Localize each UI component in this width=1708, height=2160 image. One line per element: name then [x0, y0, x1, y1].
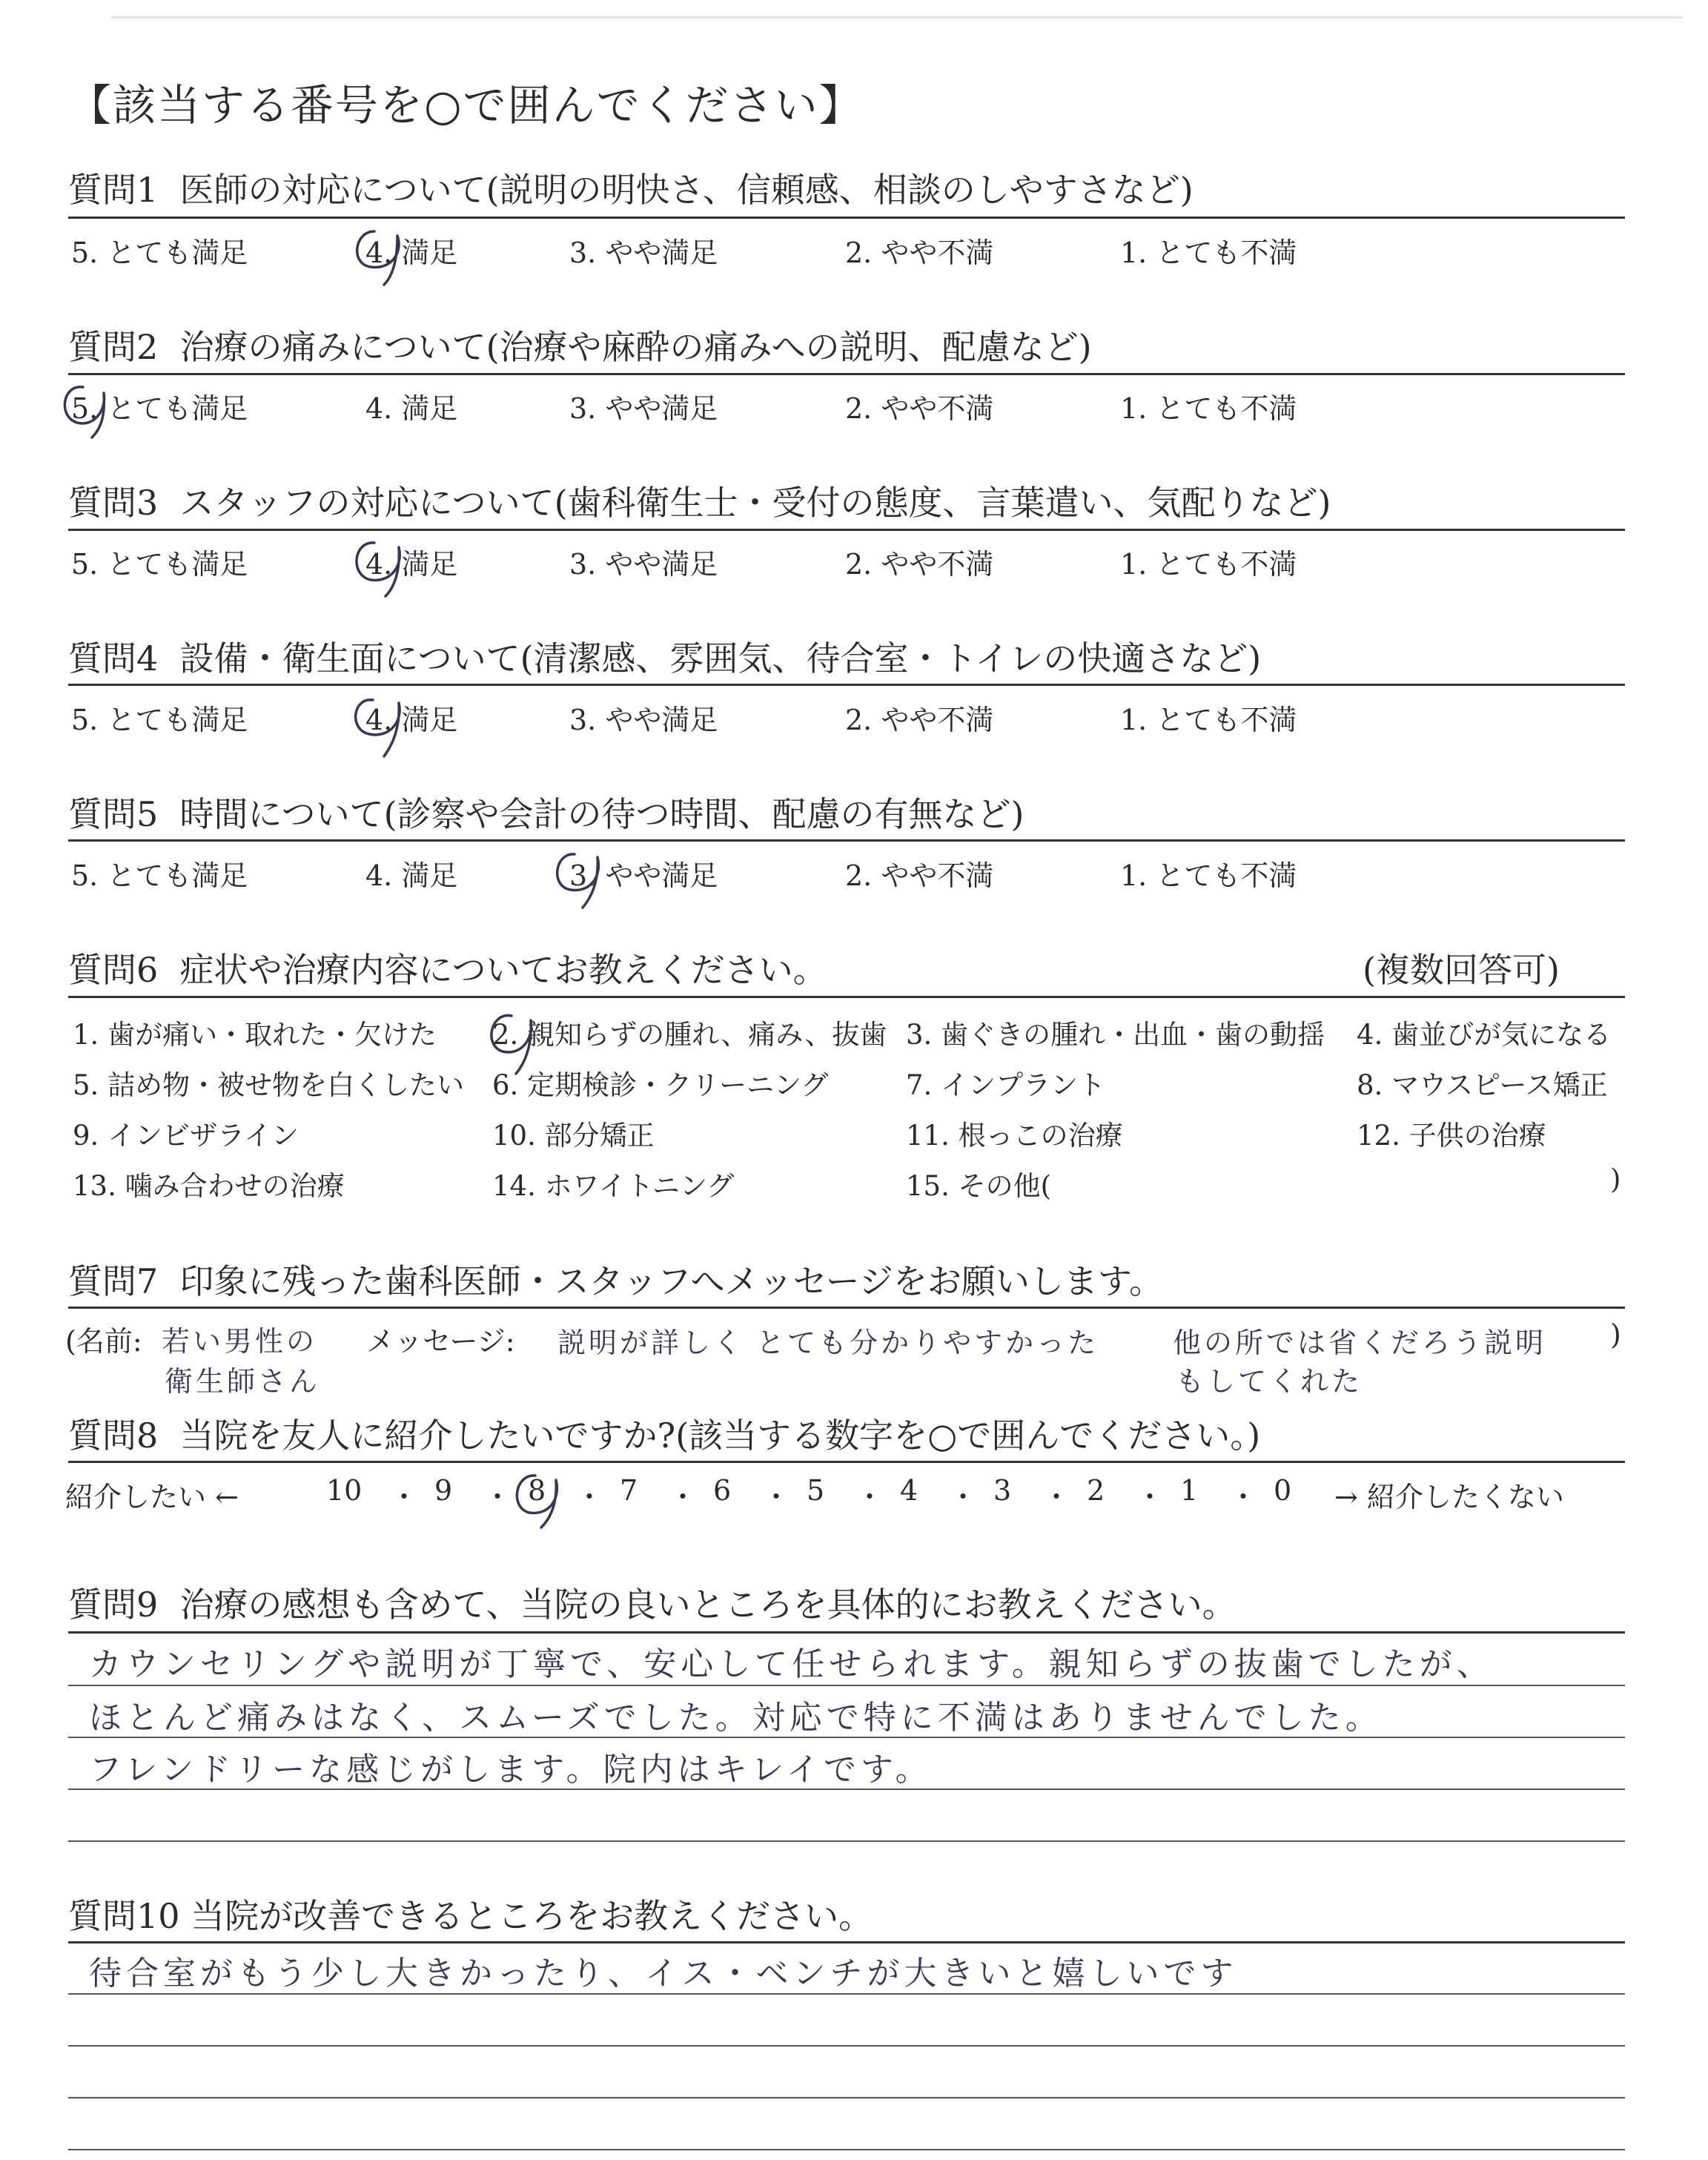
q10-answer-line-1[interactable]: 待合室がもう少し大きかったり、イス・ベンチが大きいと嬉しいです — [89, 1955, 1238, 1992]
q6-option-8[interactable]: 8. マウスピース矯正 — [1357, 1069, 1608, 1101]
q6-text: 症状や治療内容についてお教えください。 — [179, 950, 827, 990]
q8-score-7[interactable]: 7 — [620, 1474, 638, 1507]
q10-text: 当院が改善できるところをお教えください。 — [191, 1896, 873, 1936]
q6-label: 質問6 — [68, 950, 159, 990]
q8-score-5[interactable]: 5 — [807, 1474, 825, 1507]
q6-option-15[interactable]: 15. その他( — [906, 1170, 1052, 1202]
q8-score-2[interactable]: 2 — [1087, 1474, 1105, 1507]
q4-option-2[interactable]: 2. やや不満 — [845, 704, 994, 736]
q6-option-2[interactable]: 2. 親知らずの腫れ、痛み、抜歯 — [492, 1019, 887, 1051]
q2-option-2[interactable]: 2. やや不満 — [845, 392, 994, 425]
q2-label: 質問2 — [68, 327, 159, 367]
q5-option-4[interactable]: 4. 満足 — [365, 859, 458, 892]
q4-label: 質問4 — [68, 638, 159, 678]
q5-option-5[interactable]: 5. とても満足 — [71, 859, 248, 892]
q4-option-5[interactable]: 5. とても満足 — [71, 704, 248, 736]
q6-option-13[interactable]: 13. 噛み合わせの治療 — [73, 1170, 345, 1202]
q4-circle-mark — [356, 700, 400, 756]
q5-label: 質問5 — [68, 794, 159, 834]
q1-option-3[interactable]: 3. やや満足 — [569, 237, 718, 269]
q3-circle-mark — [357, 543, 400, 596]
q5-option-2[interactable]: 2. やや不満 — [845, 859, 994, 892]
q6-option-7[interactable]: 7. インプラント — [906, 1069, 1106, 1101]
q3-option-5[interactable]: 5. とても満足 — [71, 548, 248, 581]
form-title: 【該当する番号を○で囲んでください】 — [68, 80, 864, 131]
q3-label: 質問3 — [68, 483, 159, 523]
q8-dot: ・ — [949, 1481, 978, 1513]
q6-circle-mark — [491, 1015, 532, 1074]
q4-option-3[interactable]: 3. やや満足 — [569, 704, 718, 736]
q2-option-3[interactable]: 3. やや満足 — [569, 392, 718, 425]
q6-option-14[interactable]: 14. ホワイトニング — [492, 1170, 735, 1202]
q7-label: 質問7 — [68, 1261, 159, 1301]
q9-answer-line-1[interactable]: カウンセリングや説明が丁寧で、安心して任せられます。親知らずの抜歯でしたが、 — [89, 1645, 1494, 1683]
q8-dot: ・ — [1042, 1481, 1071, 1513]
q10-label: 質問10 — [68, 1896, 180, 1936]
q4-text: 設備・衛生面について(清潔感、雰囲気、待合室・トイレの快適さなど) — [179, 638, 1262, 678]
q6-option-5[interactable]: 5. 詰め物・被せ物を白くしたい — [73, 1069, 465, 1101]
q7-name-label: (名前: — [65, 1325, 142, 1358]
q7-message-line-1[interactable]: 説明が詳しく とても分かりやすかった — [557, 1327, 1099, 1359]
q3-option-2[interactable]: 2. やや不満 — [845, 548, 994, 581]
q7-message-line-2[interactable]: 他の所では省くだろう説明 — [1173, 1327, 1547, 1359]
q1-option-4[interactable]: 4. 満足 — [365, 237, 458, 269]
q7-message-line-3[interactable]: もしてくれた — [1176, 1365, 1363, 1398]
q2-option-1[interactable]: 1. とても不満 — [1120, 392, 1297, 425]
q5-option-3[interactable]: 3. やや満足 — [569, 859, 718, 892]
q8-left-label: 紹介したい ← — [65, 1481, 239, 1513]
q3-text: スタッフの対応について(歯科衛生士・受付の態度、言葉遣い、気配りなど) — [179, 483, 1331, 523]
q7-message-label: メッセージ: — [366, 1325, 515, 1358]
q6-option-12[interactable]: 12. 子供の治療 — [1357, 1120, 1546, 1152]
q6-note: (複数回答可) — [1363, 950, 1560, 990]
q8-right-label: → 紹介したくない — [1334, 1481, 1564, 1513]
q1-option-2[interactable]: 2. やや不満 — [845, 237, 994, 269]
q6-option-15-close: ) — [1610, 1163, 1621, 1195]
q9-answer-line-2[interactable]: ほとんど痛みはなく、スムーズでした。対応で特に不満はありませんでした。 — [89, 1699, 1383, 1737]
q9-label: 質問9 — [68, 1585, 159, 1625]
q8-label: 質問8 — [68, 1416, 159, 1456]
q7-close-paren: ) — [1610, 1318, 1621, 1351]
q8-dot: ・ — [762, 1481, 791, 1513]
q8-dot: ・ — [1136, 1481, 1165, 1513]
q8-score-1[interactable]: 1 — [1180, 1474, 1199, 1507]
q8-dot: ・ — [483, 1481, 512, 1513]
q2-option-4[interactable]: 4. 満足 — [365, 392, 458, 425]
q8-score-4[interactable]: 4 — [900, 1474, 918, 1507]
q8-score-3[interactable]: 3 — [993, 1474, 1012, 1507]
q6-option-1[interactable]: 1. 歯が痛い・取れた・欠けた — [73, 1019, 437, 1051]
q6-option-4[interactable]: 4. 歯並びが気になる — [1357, 1019, 1612, 1051]
q7-text: 印象に残った歯科医師・スタッフへメッセージをお願いします。 — [179, 1261, 1164, 1301]
q6-option-3[interactable]: 3. 歯ぐきの腫れ・出血・歯の動揺 — [906, 1019, 1325, 1051]
q4-option-1[interactable]: 1. とても不満 — [1120, 704, 1297, 736]
q5-circle-mark — [557, 854, 599, 908]
q9-text: 治療の感想も含めて、当院の良いところを具体的にお教えください。 — [179, 1585, 1237, 1625]
q6-option-6[interactable]: 6. 定期検診・クリーニング — [492, 1069, 829, 1101]
q1-option-5[interactable]: 5. とても満足 — [71, 237, 248, 269]
q8-circle-mark — [517, 1476, 557, 1527]
q8-text: 当院を友人に紹介したいですか?(該当する数字を○で囲んでください。) — [179, 1416, 1261, 1456]
q1-option-1[interactable]: 1. とても不満 — [1120, 237, 1297, 269]
q1-label: 質問1 — [68, 170, 159, 210]
q7-name-value-1[interactable]: 若い男性の — [162, 1325, 318, 1358]
q8-score-6[interactable]: 6 — [713, 1474, 732, 1507]
q8-dot: ・ — [855, 1481, 884, 1513]
q8-dot: ・ — [1229, 1481, 1258, 1513]
q8-dot: ・ — [575, 1481, 604, 1513]
q8-score-0[interactable]: 0 — [1274, 1474, 1292, 1507]
q6-option-11[interactable]: 11. 根っこの治療 — [906, 1120, 1123, 1152]
q3-option-3[interactable]: 3. やや満足 — [569, 548, 718, 581]
q2-text: 治療の痛みについて(治療や麻酔の痛みへの説明、配慮など) — [179, 327, 1092, 367]
q7-name-value-2[interactable]: 衛生師さん — [165, 1365, 321, 1398]
q2-circle-mark — [64, 387, 104, 437]
q8-score-8[interactable]: 8 — [528, 1474, 546, 1507]
q1-circle-mark — [357, 231, 399, 285]
q1-text: 医師の対応について(説明の明快さ、信頼感、相談のしやすさなど) — [179, 170, 1194, 210]
q4-option-4[interactable]: 4. 満足 — [365, 704, 458, 736]
q5-text: 時間について(診察や会計の待つ時間、配慮の有無など) — [179, 794, 1025, 834]
q5-option-1[interactable]: 1. とても不満 — [1120, 859, 1297, 892]
q8-dot: ・ — [390, 1481, 419, 1513]
q9-answer-line-3[interactable]: フレンドリーな感じがします。院内はキレイです。 — [89, 1751, 933, 1789]
q6-option-10[interactable]: 10. 部分矯正 — [492, 1120, 655, 1152]
q2-option-5[interactable]: 5. とても満足 — [71, 392, 248, 425]
q8-score-9[interactable]: 9 — [434, 1474, 453, 1507]
q3-option-1[interactable]: 1. とても不満 — [1120, 548, 1297, 581]
q6-option-9[interactable]: 9. インビザライン — [73, 1120, 299, 1152]
q3-option-4[interactable]: 4. 満足 — [365, 548, 458, 581]
q8-dot: ・ — [669, 1481, 698, 1513]
q8-score-10[interactable]: 10 — [326, 1474, 363, 1507]
